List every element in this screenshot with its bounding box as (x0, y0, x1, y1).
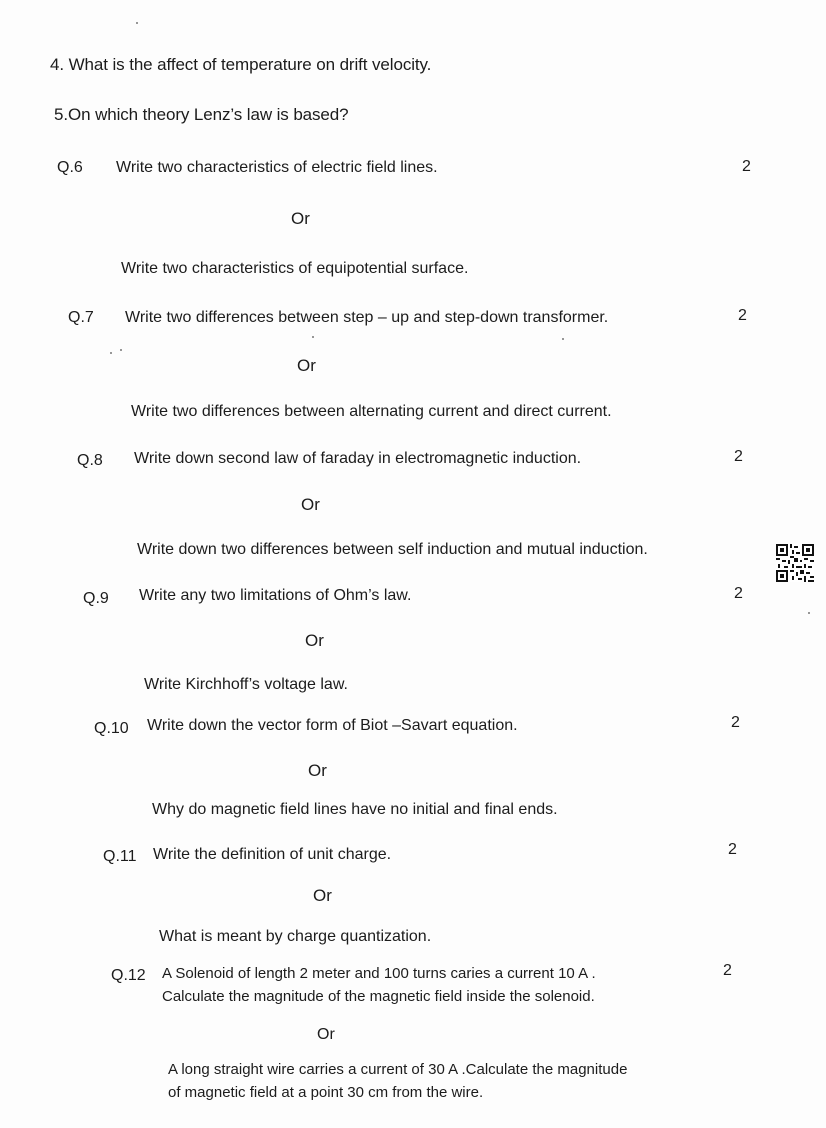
or-label: Or (297, 356, 316, 375)
alternative-question-text: Write down two differences between self induction and mutual induction. (137, 541, 648, 558)
alternative-question-text: Why do magnetic field lines have no initial and final ends. (152, 801, 558, 818)
alternative-question-text-line-2: of magnetic field at a point 30 cm from the wire. (168, 1084, 484, 1101)
alternative-question-text: Write Kirchhoff’s voltage law. (144, 676, 348, 693)
question-text: Write down second law of faraday in electromagnetic induction. (134, 450, 582, 467)
question-marks: 2 (738, 307, 747, 324)
or-label: Or (317, 1026, 335, 1043)
question-number: Q.6 (57, 159, 83, 176)
scan-speck (312, 336, 314, 338)
scan-speck (136, 22, 138, 24)
question-marks: 2 (734, 585, 743, 602)
question-text-line-2: Calculate the magnitude of the magnetic field inside the solenoid. (162, 988, 595, 1005)
or-label: Or (308, 761, 327, 780)
alternative-question-text: Write two characteristics of equipotential surface. (121, 260, 469, 277)
scan-speck (808, 612, 810, 614)
question-marks: 2 (742, 158, 751, 175)
alternative-question-text: What is meant by charge quantization. (159, 928, 432, 945)
question-marks: 2 (734, 448, 743, 465)
question-number: Q.11 (103, 848, 137, 865)
question-marks: 2 (723, 962, 732, 979)
question-text: Write two characteristics of electric field lines. (116, 159, 438, 176)
question-text: Write down the vector form of Biot –Savart equation. (147, 717, 518, 734)
question-text: Write the definition of unit charge. (153, 846, 392, 863)
alternative-question-text-line-1: A long straight wire carries a current of 30 A .Calculate the magnitude (168, 1061, 628, 1078)
question-4-text: 4. What is the affect of temperature on drift velocity. (50, 55, 432, 74)
question-number: Q.8 (77, 452, 103, 469)
question-number: Q.7 (68, 309, 94, 326)
question-marks: 2 (731, 714, 740, 731)
question-text: Write two differences between step – up and step-down transformer. (125, 309, 609, 326)
question-number: Q.9 (83, 590, 109, 607)
or-label: Or (313, 886, 332, 905)
scan-speck (110, 352, 112, 354)
qr-code-icon (776, 544, 814, 582)
or-label: Or (291, 209, 310, 228)
question-number: Q.10 (94, 720, 129, 737)
scan-speck (120, 349, 122, 351)
alternative-question-text: Write two differences between alternating current and direct current. (131, 403, 612, 420)
question-text-line-1: A Solenoid of length 2 meter and 100 turns caries a current 10 A . (162, 965, 596, 982)
or-label: Or (305, 631, 324, 650)
question-text: Write any two limitations of Ohm’s law. (139, 587, 412, 604)
or-label: Or (301, 495, 320, 514)
question-5-text: 5.On which theory Lenz’s law is based? (54, 105, 349, 124)
question-marks: 2 (728, 841, 737, 858)
scan-speck (562, 338, 564, 340)
question-number: Q.12 (111, 967, 146, 984)
